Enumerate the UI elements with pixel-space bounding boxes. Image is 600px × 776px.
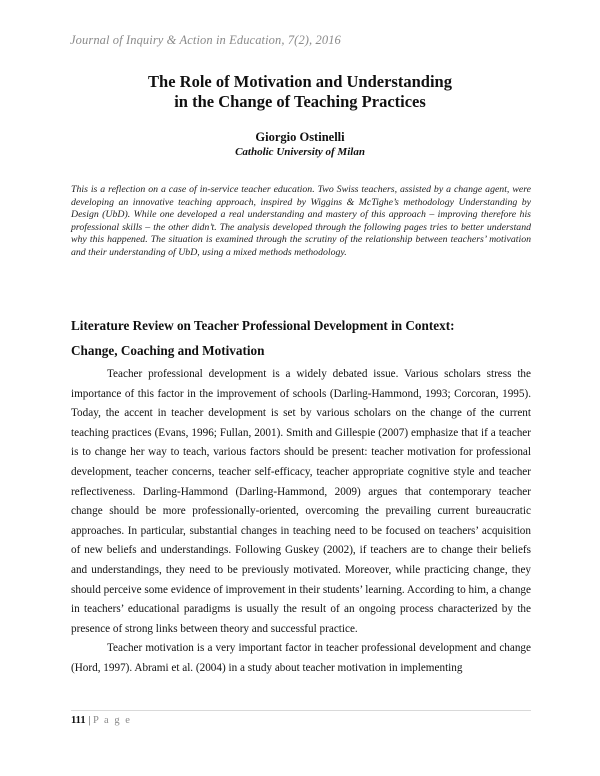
body-text — [71, 365, 531, 679]
section-heading: Literature Review on Teacher Professional Development in Context: — [71, 318, 455, 333]
footer-separator: | — [88, 715, 91, 726]
author-name: Giorgio Ostinelli — [255, 130, 345, 144]
paper-title — [60, 72, 540, 112]
page-footer — [71, 714, 131, 727]
footer-divider — [71, 710, 531, 711]
running-header: Journal of Inquiry & Action in Education, 7(2), 2016 — [70, 33, 341, 47]
abstract: This is a reflection on a case of in-service teacher education. Two Swiss teachers, assisted by a change agent, were developing an innovative teaching approach, inspired by Wiggins & McTighe’s methodology Understanding by Design (UbD). While one developed a real understanding and mastery of this approach – improving therefore his professional skills – the other didn’t. The analysis developed through the following pages tries to better understand why this happened. The situation is examined through the scrutiny of the relationship between teachers’ motivation and their understanding of UbD, using a mixed methods methodology. — [71, 184, 531, 258]
paragraph: Teacher motivation is a very important factor in teacher professional development and change (Hord, 1997). Abrami et al. (2004) in a study about teacher motivation in implementing — [71, 642, 531, 674]
section-subheading: Change, Coaching and Motivation — [71, 343, 265, 358]
page-label: P a g e — [92, 715, 132, 726]
title-line-2: in the Change of Teaching Practices — [174, 92, 426, 111]
author-affiliation: Catholic University of Milan — [235, 146, 365, 158]
title-line-1: The Role of Motivation and Understanding — [148, 72, 452, 91]
page-number: 111 — [71, 715, 86, 726]
paragraph: Teacher professional development is a widely debated issue. Various scholars stress the importance of this factor in the improvement of schools (Darling-Hammond, 1993; Corcoran, 1995). Today, the accent in teacher development is set by various scholars on the change of the current teaching practices (Evans, 1996; Fullan, 2001). Smith and Gillespie (2007) emphasize that if a teacher is to change her way to teach, various factors should be present: teacher motivation for professional development, teacher concerns, teacher self-efficacy, teacher appropriate cognitive style and teacher reflectiveness. Darling-Hammond (Darling-Hammond, 2009) argues that contemporary teacher change should be more professionally-oriented, overcoming the prevailing current bureaucratic approaches. In particular, substantial changes in teaching need to be focused on teachers’ acquisition of new beliefs and understandings. Following Guskey (2002), if teachers are to change their beliefs and understandings, they need to be previously motivated. Moreover, while practicing change, they should perceive some evidence of improvement in their students’ learning. According to him, a change in teachers’ educational paradigms is usually the result of an ongoing process characterized by the presence of strong links between theory and successful practice. — [71, 368, 531, 635]
